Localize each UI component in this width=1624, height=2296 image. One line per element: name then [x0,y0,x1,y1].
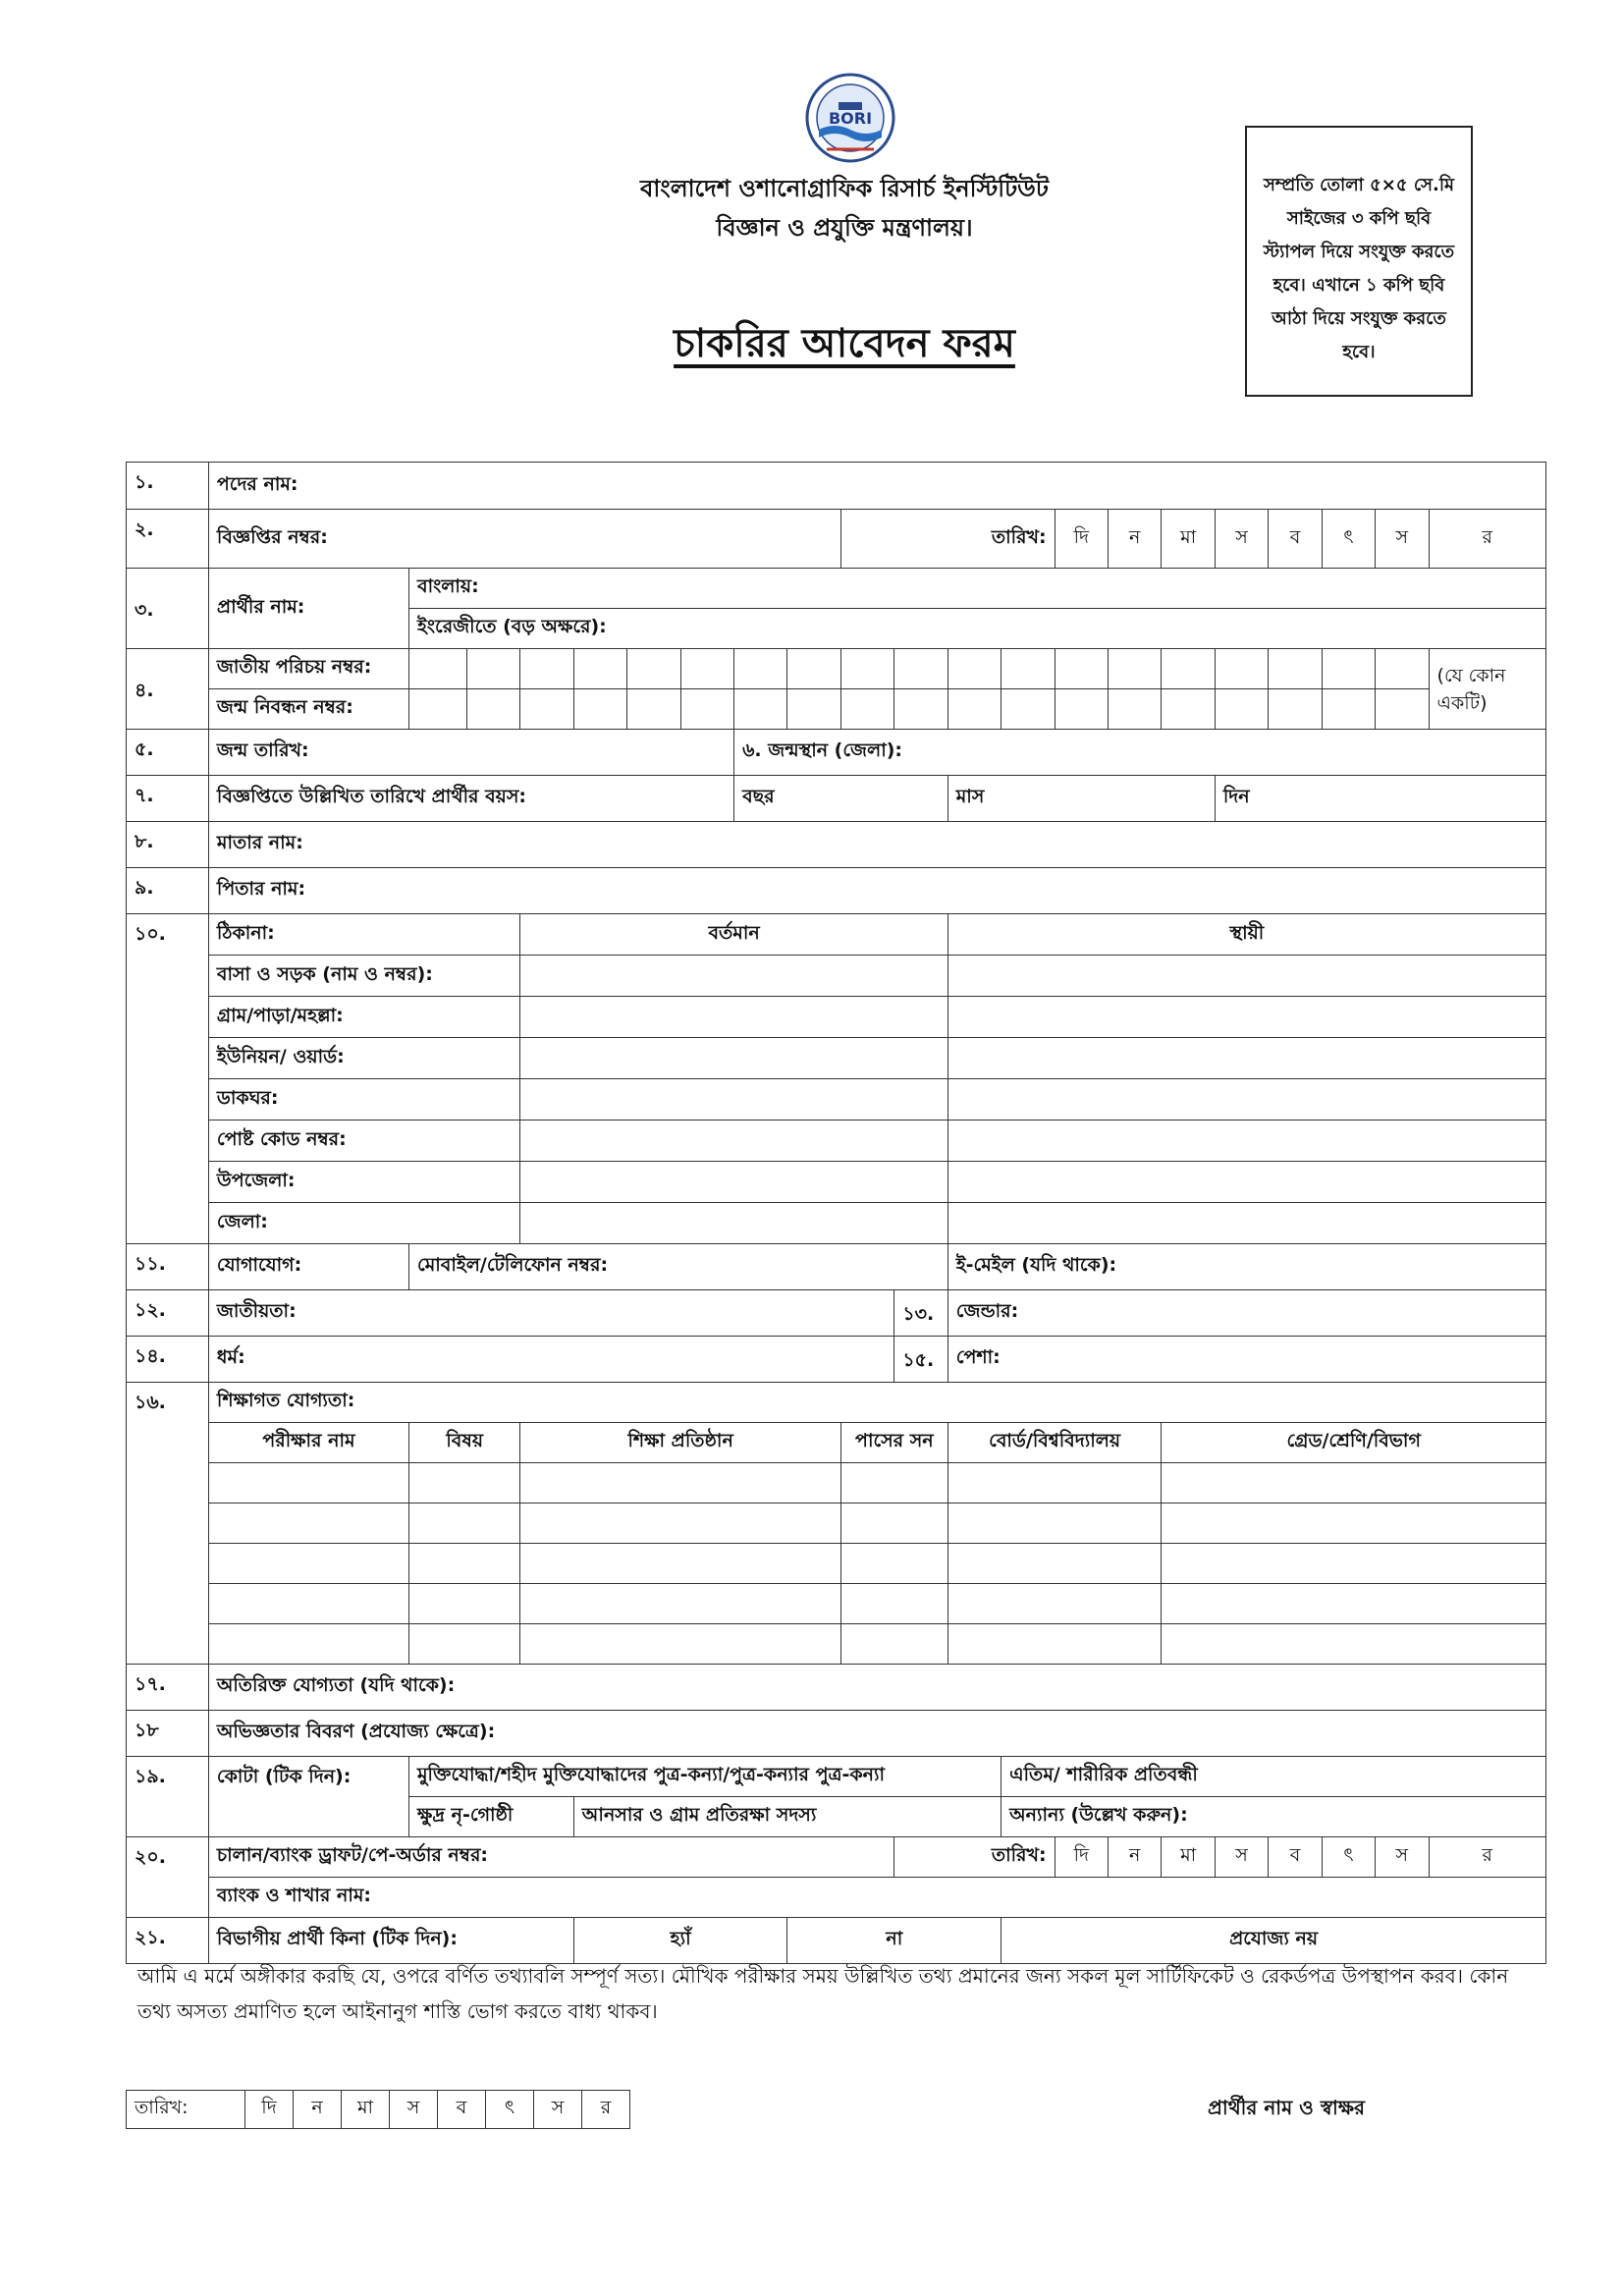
departmental-no-label: না [886,1928,903,1949]
nid-digit-cell[interactable] [1215,649,1268,689]
mobile-label: মোবাইল/টেলিফোন নম্বর: [417,1254,609,1276]
row-num: ১৬. [127,1383,209,1665]
departmental-no-option[interactable] [787,1918,1001,1964]
contact-label: যোগাযোগ: [208,1244,408,1290]
date-cell[interactable]: ব [1269,1837,1322,1878]
father-name-label: পিতার নাম: [216,878,306,900]
brn-digit-cell[interactable] [680,689,733,730]
permanent-address-header: স্থায়ী [947,914,1545,956]
brn-digit-cell[interactable] [734,689,787,730]
religion-field[interactable] [208,1337,893,1383]
edu-cell[interactable] [947,1584,1162,1624]
footer-date-label: তারিখ: [127,2091,245,2129]
nid-digit-cell[interactable] [1055,649,1108,689]
departmental-na-option[interactable] [1001,1918,1546,1964]
profession-label: পেশা: [955,1346,1001,1368]
present-address-input[interactable] [520,1038,947,1079]
date-cell[interactable]: ন [1109,1837,1162,1878]
edu-cell[interactable] [520,1503,841,1544]
edu-cell[interactable] [1162,1463,1546,1503]
departmental-yes-option[interactable] [573,1918,787,1964]
nid-digit-cell[interactable] [734,649,787,689]
name-english-field[interactable] [409,609,1546,649]
edu-cell[interactable] [1162,1544,1546,1584]
birthplace-field[interactable] [734,730,1546,776]
edu-cell[interactable] [409,1503,520,1544]
edu-cell[interactable] [208,1584,408,1624]
date-cell[interactable]: ব [1269,510,1322,569]
mother-name-label: মাতার নাম: [216,832,303,853]
row-num: ৩. [127,569,209,649]
nid-digit-cell[interactable] [947,649,1001,689]
date-cell[interactable]: র [1429,1837,1545,1878]
nid-digit-cell[interactable] [1376,649,1429,689]
permanent-address-input[interactable] [947,1121,1545,1162]
edu-cell[interactable] [1162,1503,1546,1544]
name-bangla-label: বাংলায়: [417,575,479,597]
permanent-address-input[interactable] [947,1203,1545,1244]
departmental-yes-label: হ্যাঁ [670,1928,691,1949]
row-num: ১৭. [127,1665,209,1711]
date-cell[interactable]: স [1215,1837,1268,1878]
bank-branch-field[interactable] [208,1878,1545,1918]
address-item-label: বাসা ও সড়ক (নাম ও নম্বর): [208,956,519,997]
nid-digit-cell[interactable] [627,649,680,689]
address-item-label: ইউনিয়ন/ ওয়ার্ড: [208,1038,519,1079]
form-title [550,312,1139,378]
brn-digit-cell[interactable] [840,689,893,730]
birthplace-label: ৬. জন্মস্থান (জেলা): [742,739,903,761]
email-field[interactable] [947,1244,1545,1290]
brn-digit-cell[interactable] [409,689,467,730]
permanent-address-input[interactable] [947,956,1545,997]
declaration-text: আমি এ মর্মে অঙ্গীকার করছি যে, ওপরে বর্ণিত তথ্যাবলি সম্পূর্ণ সত্য। মৌখিক পরীক্ষার সময় উল্লিখিত তথ্য প্রমানের জন্য সকল মূল সার্টিফিকেট ও রেকর্ডপত্র উপস্থাপন করব। কোন তথ্য অসত্য প্রমাণিত হলে আইনানুগ শাস্তি ভোগ করতে বাধ্য থাকব। [137,1964,1509,2023]
edu-cell[interactable] [1162,1624,1546,1665]
edu-cell[interactable] [208,1544,408,1584]
date-cell[interactable]: মা [1162,510,1215,569]
edu-header-grade: গ্রেড/শ্রেণি/বিভাগ [1162,1423,1546,1463]
quota-orphan-disabled-option[interactable] [1001,1757,1546,1797]
brn-digit-cell[interactable] [1162,689,1215,730]
bori-logo [805,73,895,163]
date-cell[interactable]: দি [245,2091,294,2129]
org-name: বাংলাদেশ ওশানোগ্রাফিক রিসার্চ ইনস্টিটিউট [640,175,1049,202]
date-cell[interactable]: ৎ [486,2091,534,2129]
age-months-field[interactable] [947,776,1215,822]
row-num: ৯. [127,868,209,914]
edu-cell[interactable] [208,1624,408,1665]
date-cell[interactable]: স [1376,1837,1429,1878]
brn-digit-cell[interactable] [787,689,840,730]
edu-cell[interactable] [947,1624,1162,1665]
date-cell[interactable]: স [1376,510,1429,569]
quota-option-label: অন্যান্য (উল্লেখ করুন): [1009,1804,1188,1826]
nid-digit-cell[interactable] [573,649,626,689]
application-form-table [126,462,1546,1964]
date-cell[interactable]: মা [342,2091,390,2129]
edu-cell[interactable] [520,1463,841,1503]
dob-label: জন্ম তারিখ: [216,739,309,761]
edu-header-subject: বিষয় [409,1423,520,1463]
profession-field[interactable] [947,1337,1545,1383]
id-choice-note: (যে কোন একটি) [1429,649,1545,730]
signature-label: প্রার্থীর নাম ও স্বাক্ষর [1208,2096,1366,2119]
age-years-label: বছর [742,786,775,807]
date-cell[interactable]: ন [1109,510,1162,569]
row-num: ২. [127,510,209,569]
quota-ansar-option[interactable] [573,1797,1001,1837]
logo-text: BORI [828,109,873,128]
quota-option-label: এতিম/ শারীরিক প্রতিবন্ধী [1009,1764,1198,1785]
edu-cell[interactable] [208,1503,408,1544]
brn-digit-cell[interactable] [1001,689,1055,730]
quota-freedom-fighter-option[interactable] [409,1757,1001,1797]
nid-digit-cell[interactable] [680,649,733,689]
edu-cell[interactable] [409,1624,520,1665]
challan-number-label: চালান/ব্যাংক ড্রাফট/পে-অর্ডার নম্বর: [216,1844,489,1866]
email-label: ই-মেইল (যদি থাকে): [955,1254,1117,1276]
brn-digit-cell[interactable] [947,689,1001,730]
footer-date-table [126,2090,630,2129]
edu-cell[interactable] [947,1503,1162,1544]
applicant-name-label: প্রার্থীর নাম: [208,569,408,649]
circular-number-field[interactable] [208,510,840,569]
mobile-field[interactable] [409,1244,948,1290]
departmental-na-label: প্রযোজ্য নয় [1229,1928,1319,1949]
address-item-label: ডাকঘর: [208,1079,519,1121]
nid-digit-cell[interactable] [1269,649,1322,689]
row-num: ২১. [127,1918,209,1964]
circular-number-label: বিজ্ঞপ্তির নম্বর: [216,525,328,548]
nid-digit-cell[interactable] [520,649,573,689]
nid-digit-cell[interactable] [466,649,519,689]
quota-other-option[interactable] [1001,1797,1546,1837]
mother-name-field[interactable] [208,822,1545,868]
nid-digit-cell[interactable] [840,649,893,689]
present-address-header: বর্তমান [520,914,947,956]
nationality-field[interactable] [208,1290,893,1337]
ministry-name: বিজ্ঞান ও প্রযুক্তি মন্ত্রণালয়। [716,214,973,242]
permanent-address-input[interactable] [947,1162,1545,1203]
date-cell[interactable]: ন [294,2091,342,2129]
edu-cell[interactable] [208,1463,408,1503]
father-name-field[interactable] [208,868,1545,914]
edu-cell[interactable] [840,1544,947,1584]
row-num: ১১. [127,1244,209,1290]
quota-ethnic-option[interactable] [409,1797,574,1837]
edu-cell[interactable] [840,1584,947,1624]
present-address-input[interactable] [520,1079,947,1121]
age-days-field[interactable] [1215,776,1545,822]
row-num: ১৮ [127,1711,209,1757]
quota-option-label: ক্ষুদ্র নৃ-গোষ্ঠী [417,1804,514,1826]
brn-digit-cell[interactable] [1109,689,1162,730]
brn-digit-cell[interactable] [627,689,680,730]
dob-field[interactable] [208,730,733,776]
bank-branch-label: ব্যাংক ও শাখার নাম: [216,1885,371,1906]
challan-number-field[interactable] [208,1837,893,1878]
row-num: ৪. [127,649,209,730]
address-item-label: পোষ্ট কোড নম্বর: [208,1121,519,1162]
name-bangla-field[interactable] [409,569,1546,609]
gender-field[interactable] [947,1290,1545,1337]
row-num: ৭. [127,776,209,822]
permanent-address-input[interactable] [947,997,1545,1038]
brn-digit-cell[interactable] [1215,689,1268,730]
address-item-label: উপজেলা: [208,1162,519,1203]
date-cell[interactable]: দি [1055,510,1108,569]
present-address-input[interactable] [520,1121,947,1162]
row-num: ১৪. [127,1337,209,1383]
nid-label: জাতীয় পরিচয় নম্বর: [208,649,408,689]
nationality-label: জাতীয়তা: [216,1300,297,1322]
address-item-label: গ্রাম/পাড়া/মহল্লা: [208,997,519,1038]
age-years-field[interactable] [734,776,948,822]
nid-digit-cell[interactable] [787,649,840,689]
nid-digit-cell[interactable] [1001,649,1055,689]
row-num: ১০. [127,914,209,1244]
edu-cell[interactable] [520,1624,841,1665]
edu-cell[interactable] [409,1463,520,1503]
edu-cell[interactable] [409,1544,520,1584]
brn-digit-cell[interactable] [1269,689,1322,730]
permanent-address-input[interactable] [947,1079,1545,1121]
education-label: শিক্ষাগত যোগ্যতা: [208,1383,1545,1423]
photo-note: সম্প্রতি তোলা ৫×৫ সে.মি সাইজের ৩ কপি ছবি স্ট্যাপল দিয়ে সংযুক্ত করতে হবে। এখানে ১ কপি ছবি আঠা দিয়ে সংযুক্ত করতে হবে। [1263,175,1455,362]
extra-qualification-label: অতিরিক্ত যোগ্যতা (যদি থাকে): [216,1674,456,1696]
date-cell[interactable]: স [390,2091,438,2129]
nid-digit-cell[interactable] [894,649,947,689]
experience-label: অভিজ্ঞতার বিবরণ (প্রযোজ্য ক্ষেত্রে): [216,1721,496,1742]
age-days-label: দিন [1222,786,1250,807]
edu-header-board: বোর্ড/বিশ্ববিদ্যালয় [947,1423,1162,1463]
present-address-input[interactable] [520,1162,947,1203]
extra-qualification-field[interactable] [208,1665,1545,1711]
name-english-label: ইংরেজীতে (বড় অক্ষরে): [417,616,607,637]
row-num: ১৫. [894,1337,947,1383]
birth-reg-label: জন্ম নিবন্ধন নম্বর: [208,689,408,730]
photo-box[interactable] [1245,126,1473,397]
brn-digit-cell[interactable] [573,689,626,730]
departmental-label: বিভাগীয় প্রার্থী কিনা (টিক দিন): [208,1918,573,1964]
edu-header-exam: পরীক্ষার নাম [208,1423,408,1463]
experience-field[interactable] [208,1711,1545,1757]
date-cell[interactable]: স [534,2091,582,2129]
address-label: ঠিকানা: [208,914,519,956]
row-num: ১৩. [894,1290,947,1337]
date-cell[interactable]: স [1215,510,1268,569]
present-address-input[interactable] [520,956,947,997]
edu-cell[interactable] [840,1463,947,1503]
brn-digit-cell[interactable] [1376,689,1429,730]
present-address-input[interactable] [520,1203,947,1244]
date-cell[interactable]: ৎ [1322,1837,1375,1878]
religion-label: ধর্ম: [216,1346,245,1368]
nid-digit-cell[interactable] [1322,649,1375,689]
age-months-label: মাস [955,786,985,807]
edu-cell[interactable] [840,1624,947,1665]
edu-cell[interactable] [947,1463,1162,1503]
brn-digit-cell[interactable] [1055,689,1108,730]
edu-cell[interactable] [409,1584,520,1624]
challan-date-label: তারিখ: [894,1837,1055,1878]
quota-option-label: মুক্তিযোদ্ধা/শহীদ মুক্তিযোদ্ধাদের পুত্র-কন্যা/পুত্র-কন্যার পুত্র-কন্যা [417,1764,886,1785]
nid-digit-cell[interactable] [1162,649,1215,689]
edu-cell[interactable] [520,1584,841,1624]
date-cell[interactable]: র [582,2091,630,2129]
nid-digit-cell[interactable] [409,649,467,689]
row-num: ৮. [127,822,209,868]
date-cell[interactable]: মা [1162,1837,1215,1878]
present-address-input[interactable] [520,997,947,1038]
circular-date-label: তারিখ: [840,510,1055,569]
date-cell[interactable]: র [1429,510,1545,569]
gender-label: জেন্ডার: [955,1300,1019,1322]
date-cell[interactable]: ব [438,2091,486,2129]
date-cell[interactable]: ৎ [1322,510,1375,569]
form-title-text: চাকরির আবেদন ফরম [674,321,1015,366]
age-label: বিজ্ঞপ্তিতে উল্লিখিত তারিখে প্রার্থীর বয়স: [208,776,733,822]
edu-cell[interactable] [840,1503,947,1544]
row-num: ৫. [127,730,209,776]
nid-digit-cell[interactable] [1109,649,1162,689]
edu-cell[interactable] [520,1544,841,1584]
post-name-field[interactable] [208,463,1545,510]
quota-option-label: আনসার ও গ্রাম প্রতিরক্ষা সদস্য [581,1804,817,1826]
row-num: ১২. [127,1290,209,1337]
edu-header-institution: শিক্ষা প্রতিষ্ঠান [520,1423,841,1463]
row-num: ১. [127,463,209,510]
post-name-label: পদের নাম: [216,472,298,495]
edu-cell[interactable] [1162,1584,1546,1624]
edu-cell[interactable] [947,1544,1162,1584]
address-item-label: জেলা: [208,1203,519,1244]
edu-header-year: পাসের সন [840,1423,947,1463]
date-cell[interactable]: দি [1055,1837,1108,1878]
row-num: ১৯. [127,1757,209,1837]
brn-digit-cell[interactable] [894,689,947,730]
brn-digit-cell[interactable] [1322,689,1375,730]
permanent-address-input[interactable] [947,1038,1545,1079]
brn-digit-cell[interactable] [520,689,573,730]
quota-label: কোটা (টিক দিন): [208,1757,408,1837]
row-num: ২০. [127,1837,209,1918]
brn-digit-cell[interactable] [466,689,519,730]
